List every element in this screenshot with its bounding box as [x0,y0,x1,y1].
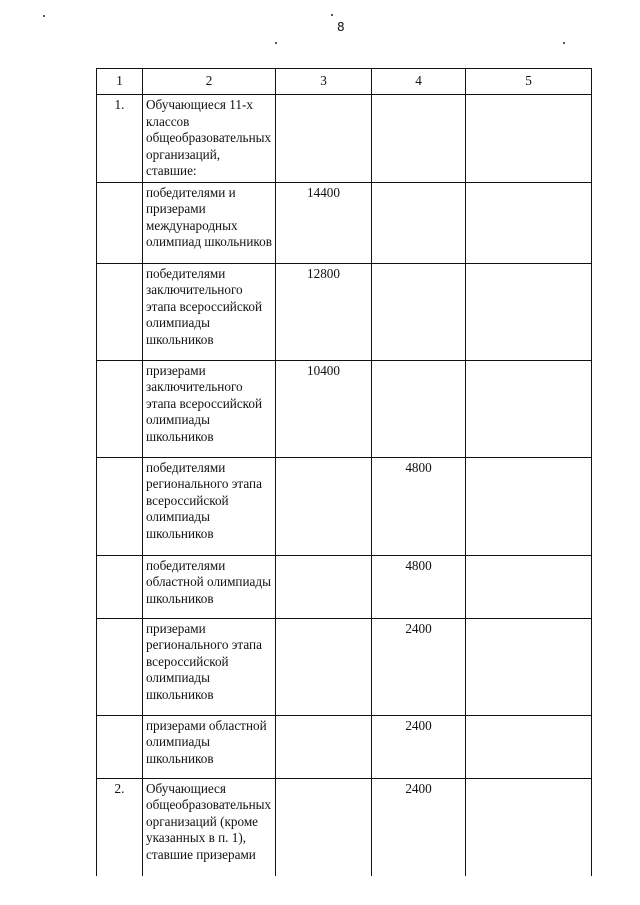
row-description: победителями регионального этапа всероссийской олимпиады школьников [143,457,276,555]
value-col5 [466,618,592,715]
row-description: Обучающиеся 11-х классов общеобразовательных организаций, ставшие: [143,95,276,183]
value-col3 [276,457,372,555]
row-number [97,715,143,778]
row-description: призерами областной олимпиады школьников [143,715,276,778]
row-description: победителями областной олимпиады школьников [143,555,276,618]
scan-speck [331,14,333,16]
value-col5 [466,457,592,555]
table-row [97,95,592,183]
table-header-row [97,69,592,95]
value-col4 [372,182,466,263]
scan-speck [43,15,45,17]
row-number [97,457,143,555]
value-col4: 2400 [372,778,466,876]
column-header: 4 [372,69,466,95]
scan-speck [563,42,565,44]
table-row [97,618,592,715]
row-number [97,555,143,618]
value-col4: 2400 [372,618,466,715]
row-description: призерами регионального этапа всероссийской олимпиады школьников [143,618,276,715]
row-number [97,360,143,457]
row-number: 2. [97,778,143,876]
row-number [97,182,143,263]
row-number: 1. [97,95,143,183]
value-col5 [466,360,592,457]
value-col3 [276,95,372,183]
value-col5 [466,778,592,876]
value-col3: 14400 [276,182,372,263]
table-row [97,555,592,618]
table-row [97,263,592,360]
table-row [97,715,592,778]
value-col5 [466,182,592,263]
value-col3 [276,555,372,618]
value-col4: 2400 [372,715,466,778]
column-header: 1 [97,69,143,95]
value-col5 [466,95,592,183]
row-description: призерами заключительного этапа всероссийской олимпиады школьников [143,360,276,457]
row-number [97,263,143,360]
table-row [97,182,592,263]
table-row [97,778,592,876]
row-description: победителями заключительного этапа всероссийской олимпиады школьников [143,263,276,360]
value-col4: 4800 [372,555,466,618]
value-col5 [466,555,592,618]
column-header: 2 [143,69,276,95]
value-col3 [276,618,372,715]
column-header: 5 [466,69,592,95]
value-col3 [276,778,372,876]
value-col5 [466,715,592,778]
value-col3: 10400 [276,360,372,457]
value-col4: 4800 [372,457,466,555]
table-row [97,457,592,555]
page-number: 8 [337,20,345,34]
value-col4 [372,95,466,183]
value-col4 [372,263,466,360]
value-col3 [276,715,372,778]
value-col5 [466,263,592,360]
column-header: 3 [276,69,372,95]
row-description: Обучающиеся общеобразовательных организаций (кроме указанных в п. 1), ставшие призерами [143,778,276,876]
row-number [97,618,143,715]
row-description: победителями и призерами международных олимпиад школьников [143,182,276,263]
table-row [97,360,592,457]
awards-table [96,68,592,876]
value-col3: 12800 [276,263,372,360]
value-col4 [372,360,466,457]
scan-speck [275,42,277,44]
